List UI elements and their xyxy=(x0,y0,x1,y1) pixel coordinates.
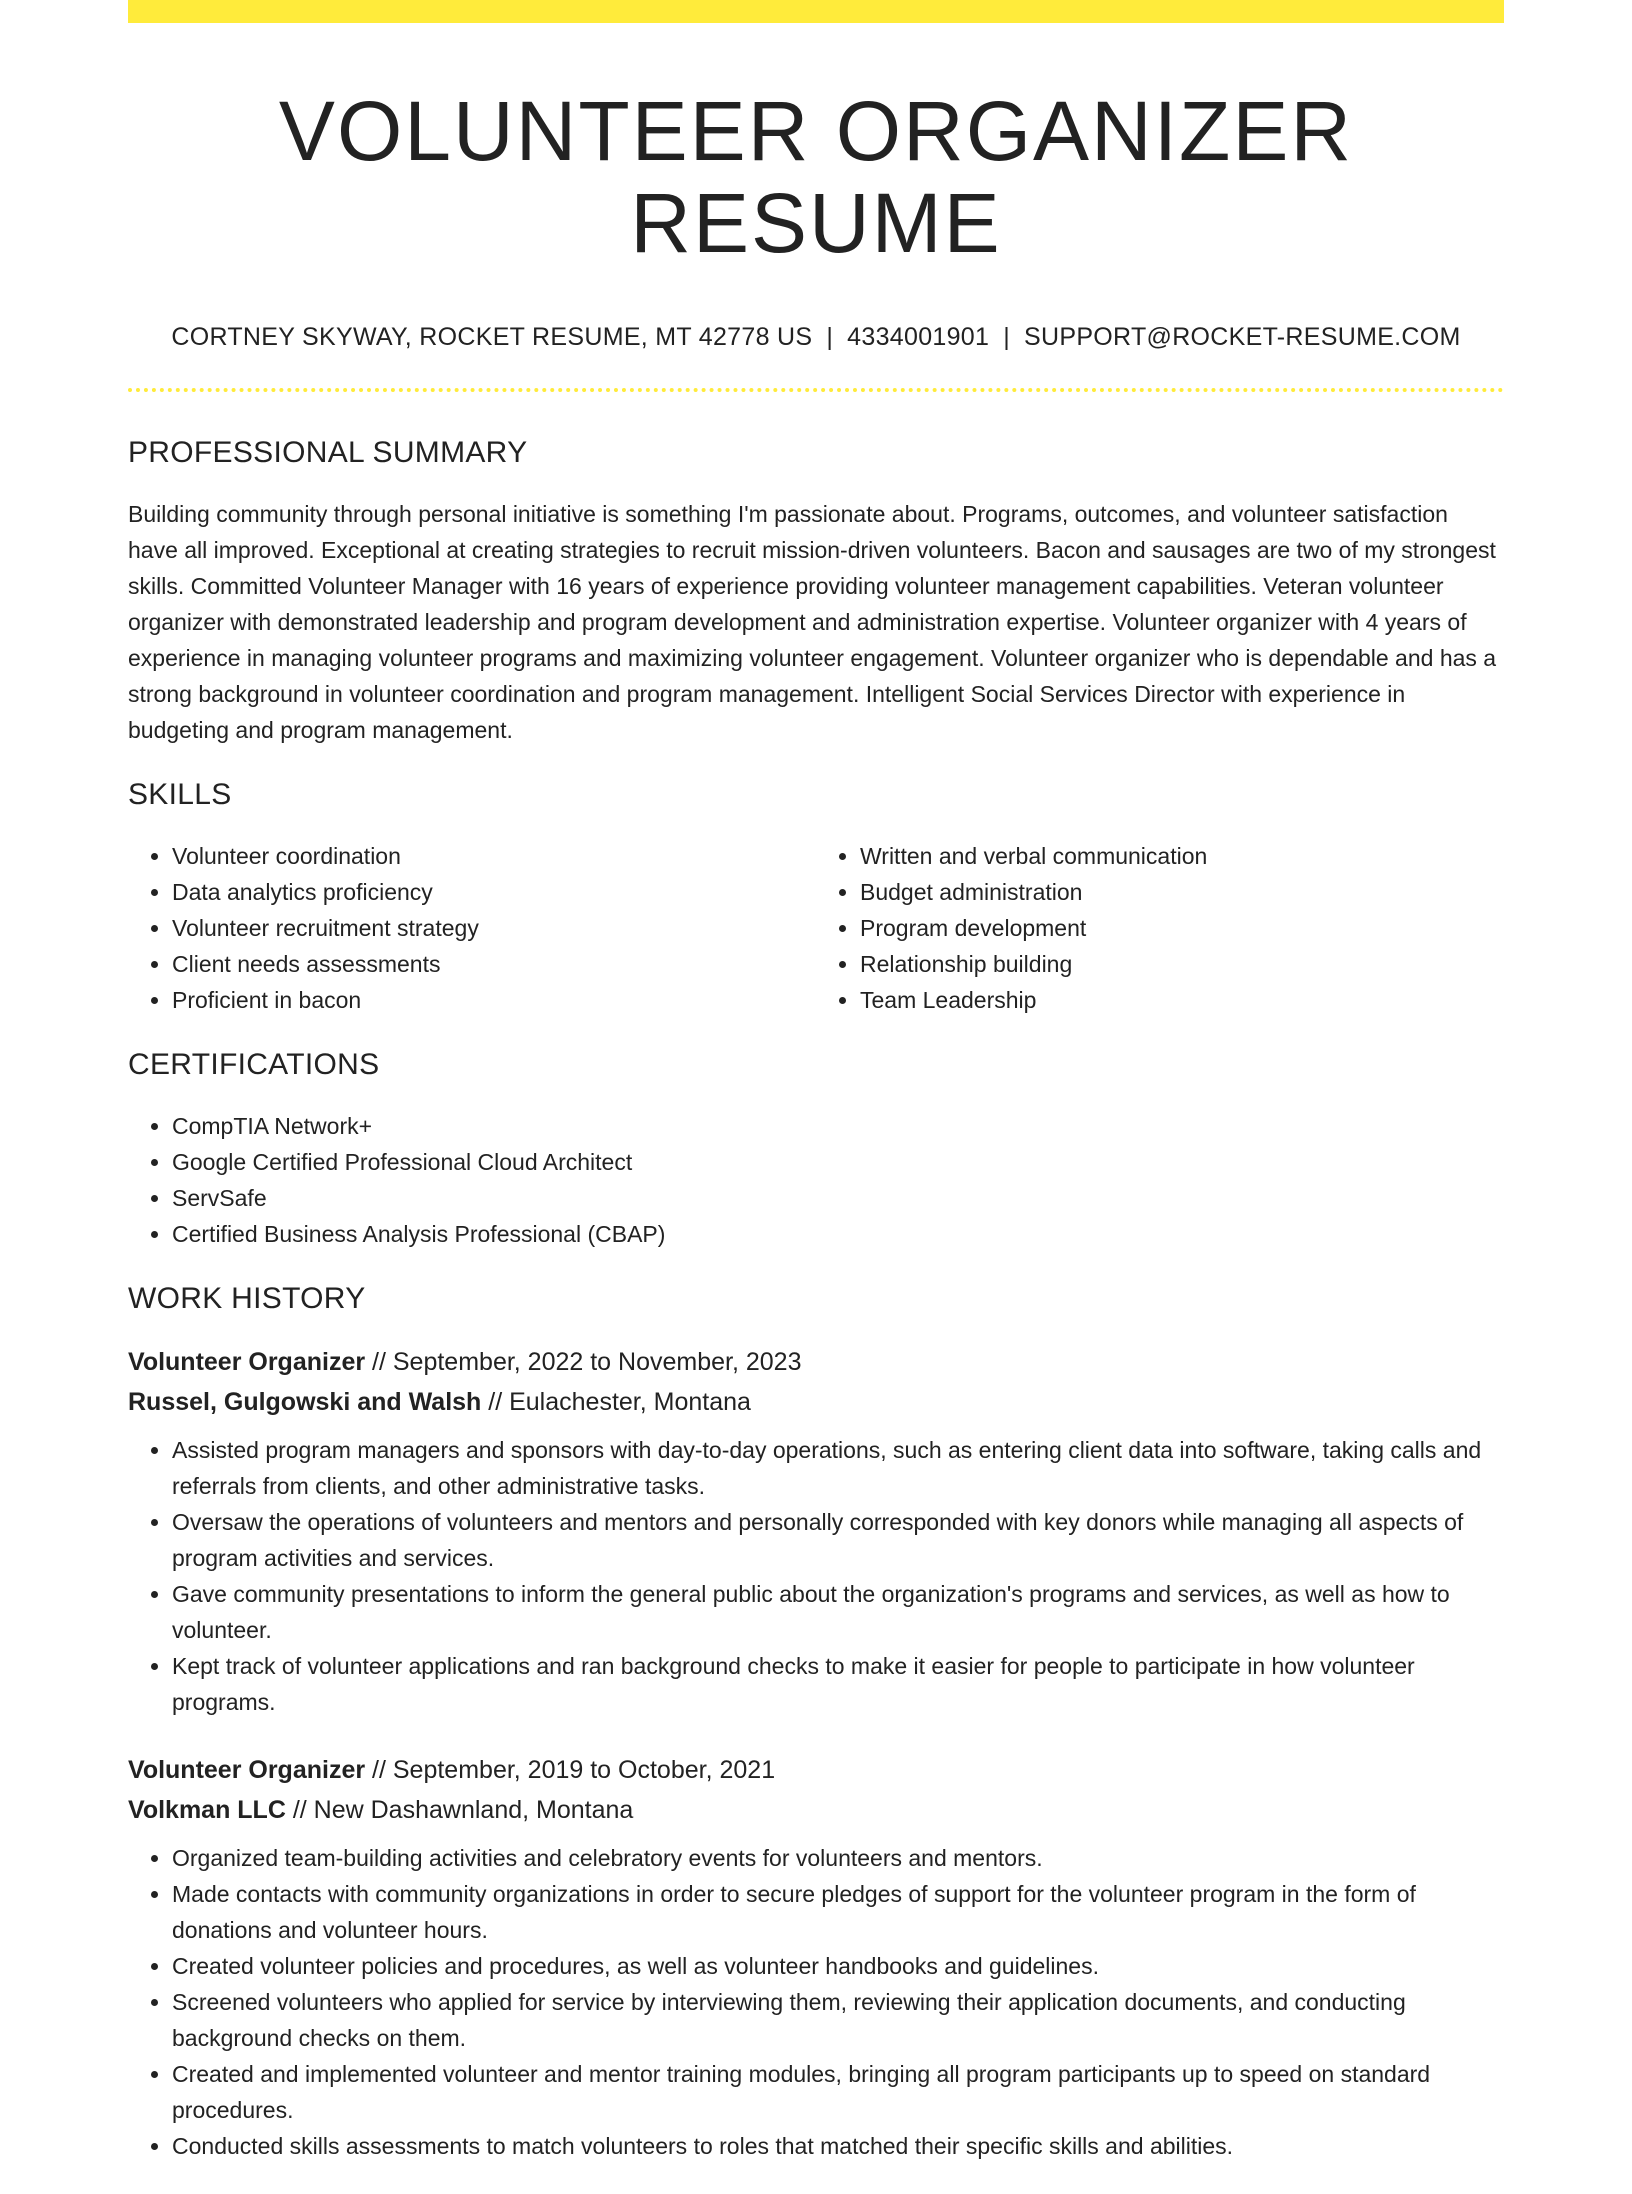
job-location: // New Dashawnland, Montana xyxy=(285,1795,634,1824)
certification-item: • CompTIA Network+ xyxy=(172,1108,1504,1144)
skills-grid xyxy=(128,838,1504,1018)
job-bullet: • Conducted skills assessments to match volunteers to roles that matched their specific skills and abilities. xyxy=(172,2128,1504,2164)
job-company: Russel, Gulgowski and Walsh xyxy=(128,1387,482,1416)
job-bullet: • Created and implemented volunteer and mentor training modules, bringing all program participants up to speed on standard procedures. xyxy=(172,2056,1504,2128)
job-bullet: • Created volunteer policies and procedures, as well as volunteer handbooks and guidelines. xyxy=(172,1948,1504,1984)
certifications-heading: CERTIFICATIONS xyxy=(128,1047,380,1081)
contact-address: CORTNEY SKYWAY, ROCKET RESUME, MT 42778 US xyxy=(171,322,813,351)
job-location: // Eulachester, Montana xyxy=(481,1387,751,1416)
certification-item: • Google Certified Professional Cloud Architect xyxy=(172,1144,1504,1180)
job-bullets xyxy=(128,1432,1504,1720)
contact-email: SUPPORT@ROCKET-RESUME.COM xyxy=(1024,322,1461,351)
skills-list-right xyxy=(816,838,1504,1018)
skill-item: • Team Leadership xyxy=(860,982,1504,1018)
job-role: Volunteer Organizer xyxy=(128,1755,366,1784)
job-dates: // September, 2019 to October, 2021 xyxy=(365,1755,776,1784)
skill-item: • Relationship building xyxy=(860,946,1504,982)
contact-line xyxy=(128,322,1504,352)
skill-item: • Written and verbal communication xyxy=(860,838,1504,874)
certification-item: • Certified Business Analysis Professional (CBAP) xyxy=(172,1216,1504,1252)
job-title-line xyxy=(128,1750,1504,1790)
summary-heading: PROFESSIONAL SUMMARY xyxy=(128,435,528,469)
job-entry xyxy=(128,1750,1504,2164)
job-entry xyxy=(128,1342,1504,1720)
job-bullet: • Assisted program managers and sponsors with day-to-day operations, such as entering client data into software, taking calls and referrals from clients, and other administrative tasks. xyxy=(172,1432,1504,1504)
skill-item: • Client needs assessments xyxy=(172,946,816,982)
skill-item: • Volunteer recruitment strategy xyxy=(172,910,816,946)
job-role: Volunteer Organizer xyxy=(128,1347,366,1376)
job-bullet: • Organized team-building activities and celebratory events for volunteers and mentors. xyxy=(172,1840,1504,1876)
job-dates: // September, 2022 to November, 2023 xyxy=(365,1347,802,1376)
skill-item: • Budget administration xyxy=(860,874,1504,910)
certifications-list xyxy=(128,1108,1504,1252)
dotted-divider xyxy=(128,388,1504,392)
skills-heading: SKILLS xyxy=(128,777,232,811)
skill-item: • Data analytics proficiency xyxy=(172,874,816,910)
work-history-heading: WORK HISTORY xyxy=(128,1281,366,1315)
job-bullet: • Kept track of volunteer applications and ran background checks to make it easier for people to participate in how volunteer programs. xyxy=(172,1648,1504,1720)
job-bullet: • Made contacts with community organizations in order to secure pledges of support for the volunteer program in the form of donations and volunteer hours. xyxy=(172,1876,1504,1948)
skill-item: • Proficient in bacon xyxy=(172,982,816,1018)
skill-item: • Program development xyxy=(860,910,1504,946)
job-title-line xyxy=(128,1342,1504,1382)
summary-text: Building community through personal initiative is something I'm passionate about. Programs, outcomes, and volunteer satisfaction have all improved. Exceptional at creating strategies to recruit mission-driven volunteers. Bacon and sausages are two of my strongest skills. Committed Volunteer Manager with 16 years of experience providing volunteer management capabilities. Veteran volunteer organizer with demonstrated leadership and program development and administration expertise. Volunteer organizer with 4 years of experience in managing volunteer programs and maximizing volunteer engagement. Volunteer organizer who is dependable and has a strong background in volunteer coordination and program management. Intelligent Social Services Director with experience in budgeting and program management. xyxy=(128,500,1497,743)
contact-separator: | xyxy=(1003,322,1011,351)
job-bullet: • Gave community presentations to inform the general public about the organization's programs and services, as well as how to volunteer. xyxy=(172,1576,1504,1648)
job-bullets xyxy=(128,1840,1504,2164)
job-bullet: • Screened volunteers who applied for service by interviewing them, reviewing their application documents, and conducting background checks on them. xyxy=(172,1984,1504,2056)
contact-separator: | xyxy=(826,322,834,351)
skill-item: • Volunteer coordination xyxy=(172,838,816,874)
contact-phone: 4334001901 xyxy=(847,322,990,351)
resume-page xyxy=(128,0,1504,2194)
skills-list-left xyxy=(128,838,816,1018)
resume-title: VOLUNTEER ORGANIZER RESUME xyxy=(278,84,1354,271)
job-company: Volkman LLC xyxy=(128,1795,286,1824)
certification-item: • ServSafe xyxy=(172,1180,1504,1216)
job-bullet: • Oversaw the operations of volunteers and mentors and personally corresponded with key donors while managing all aspects of program activities and services. xyxy=(172,1504,1504,1576)
job-company-line xyxy=(128,1382,1504,1422)
accent-top-bar xyxy=(128,0,1504,23)
job-company-line xyxy=(128,1790,1504,1830)
